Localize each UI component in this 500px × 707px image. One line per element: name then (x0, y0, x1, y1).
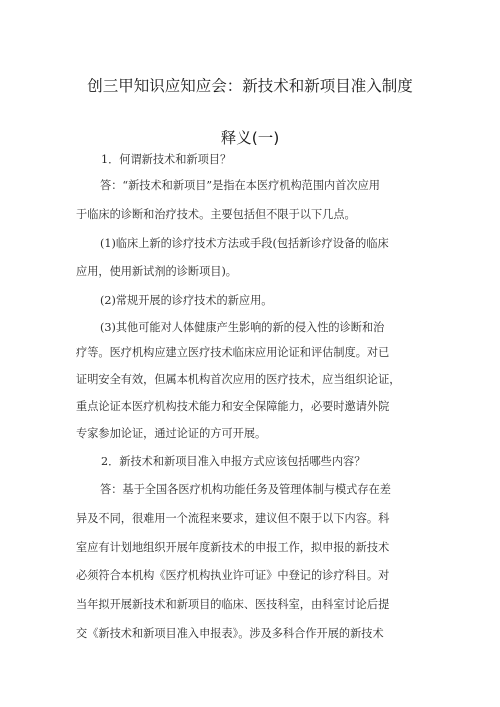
paragraph-line: (1)临床上新的诊疗技术方法或手段(包括新诊疗设备的临床 (100, 237, 389, 250)
paragraph-line: 必须符合本机构《医疗机构执业许可证》中登记的诊疗科目。对 (76, 569, 390, 582)
paragraph-line: 疗等。医疗机构应建立医疗技术临床应用论证和评估制度。对已 (76, 346, 390, 359)
paragraph-line: 异及不同，很难用一个流程来要求，建议但不限于以下内容。科 (76, 512, 390, 525)
paragraph-line: (2)常规开展的诊疗技术的新应用。 (100, 294, 273, 307)
document-subtitle: 释义(一) (220, 129, 280, 147)
paragraph-line: 重点论证本医疗机构技术能力和安全保障能力，必要时邀请外院 (76, 400, 390, 413)
document-title: 创三甲知识应知应会：新技术和新项目准入制度 (87, 77, 413, 95)
paragraph-line: 答：基于全国各医疗机构功能任务及管理体制与模式存在差 (100, 483, 391, 496)
paragraph-line: 交《新技术和新项目准入申报表》。涉及多科合作开展的新技术 (76, 627, 384, 640)
paragraph-line: 于临床的诊断和治疗技术。主要包括但不限于以下几点。 (76, 208, 356, 221)
paragraph-line: (3)其他可能对人体健康产生影响的新的侵入性的诊断和治 (100, 321, 385, 334)
paragraph-line: 证明安全有效，但属本机构首次应用的医疗技术，应当组织论证， (76, 373, 401, 386)
paragraph-line: 答：“新技术和新项目”是指在本医疗机构范围内首次应用 (100, 179, 380, 192)
paragraph-line: 专家参加论证，通过论证的方可开展。 (76, 427, 267, 440)
paragraph-line: 当年拟开展新技术和新项目的临床、医技科室，由科室讨论后提 (76, 598, 390, 611)
question-heading: 1．何谓新技术和新项目？ (101, 153, 232, 166)
paragraph-line: 室应有计划地组织开展年度新技术的申报工作，拟申报的新技术 (76, 541, 390, 554)
paragraph-line: 应用，使用新试剂的诊断项目)。 (76, 265, 237, 278)
question-heading: 2．新技术和新项目准入申报方式应该包括哪些内容？ (101, 455, 366, 468)
